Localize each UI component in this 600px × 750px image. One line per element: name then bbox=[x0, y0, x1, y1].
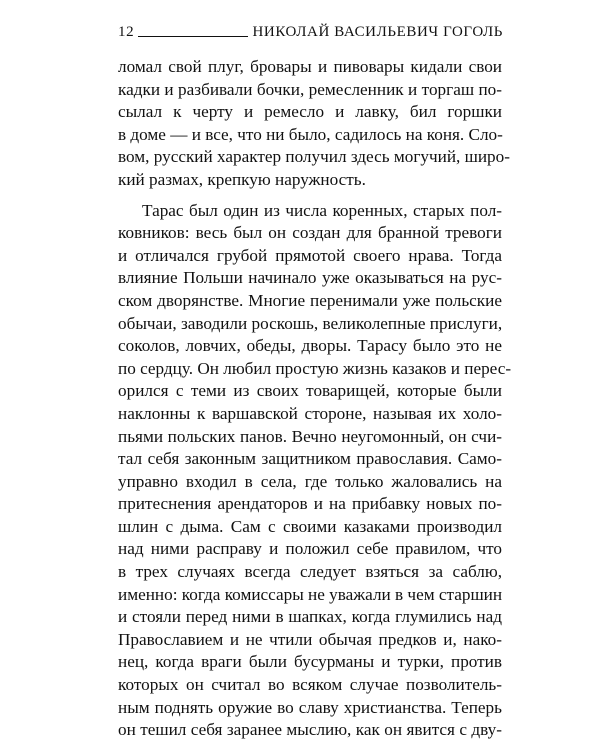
text-line: сылал к черту и ремесло и лавку, бил горшки bbox=[118, 102, 502, 122]
text-line: кадки и разбивали бочки, ремесленник и торгаш по- bbox=[118, 79, 502, 99]
page-number: 12 bbox=[118, 24, 135, 40]
text-line: притеснения арендаторов и на прибавку новых по- bbox=[118, 494, 502, 514]
text-line: наклонны к варшавской стороне, называя их холо- bbox=[118, 403, 502, 423]
text-line: над ними расправу и положил себе правилом, что bbox=[118, 539, 502, 559]
text-line: нец, когда враги были бусурманы и турки, против bbox=[118, 652, 502, 672]
text-line: управно входил в села, где только жаловались на bbox=[118, 471, 502, 491]
paragraph-2 bbox=[118, 200, 512, 742]
text-line: обычаи, заводили роскошь, великолепные прислуги, bbox=[118, 313, 503, 333]
text-line: тал себя законным защитником православия. Само- bbox=[118, 449, 502, 469]
text-line: вом, русский характер получил здесь могучий, широ- bbox=[118, 147, 510, 167]
text-line: ковников: весь был он создан для бранной тревоги bbox=[118, 223, 502, 243]
text-line: он тешил себя заранее мыслию, как он явится с дву- bbox=[118, 720, 502, 740]
header-rule bbox=[138, 36, 248, 37]
text-line: кий размах, крепкую наружность. bbox=[118, 169, 366, 189]
text-line: Тарас был один из числа коренных, старых пол- bbox=[142, 200, 502, 220]
text-line: и отличался грубой прямотой своего нрава. Тогда bbox=[118, 245, 502, 265]
text-line: в доме — и все, что ни было, садилось на коня. Сло- bbox=[118, 124, 503, 144]
paragraph-gap bbox=[118, 192, 502, 200]
text-line: и стояли перед ними в шапках, когда глумились над bbox=[118, 607, 502, 627]
body-text bbox=[118, 56, 512, 742]
text-line: ском дворянстве. Многие перенимали уже польские bbox=[118, 290, 502, 310]
text-line: которых он считал во всяком случае позволитель- bbox=[118, 675, 502, 695]
text-line: шлин с дыма. Сам с своими казаками производил bbox=[118, 516, 502, 536]
text-line: пьями польских панов. Вечно неугомонный, он счи- bbox=[118, 426, 502, 446]
text-line: по сердцу. Он любил простую жизнь казаков и перес- bbox=[118, 358, 512, 378]
page-header bbox=[118, 24, 503, 41]
text-line: ломал свой плуг, бровары и пивовары кидали свои bbox=[118, 57, 502, 76]
text-line: именно: когда комиссары не уважали в чем старшин bbox=[118, 584, 503, 604]
text-line: в трех случаях всегда следует взяться за саблю, bbox=[118, 562, 502, 582]
text-line: влияние Польши начинало уже оказываться на рус- bbox=[118, 268, 502, 288]
text-line: Православием и не чтили обычая предков и, нако- bbox=[118, 629, 502, 649]
text-line: ным поднять оружие во славу христианства. Теперь bbox=[118, 697, 502, 717]
paragraph-1 bbox=[118, 56, 510, 192]
running-title: НИКОЛАЙ ВАСИЛЬЕВИЧ ГОГОЛЬ bbox=[252, 24, 503, 40]
text-line: орился с теми из своих товарищей, которые были bbox=[118, 381, 502, 401]
text-line: соколов, ловчих, обеды, дворы. Тарасу было это не bbox=[118, 336, 502, 356]
